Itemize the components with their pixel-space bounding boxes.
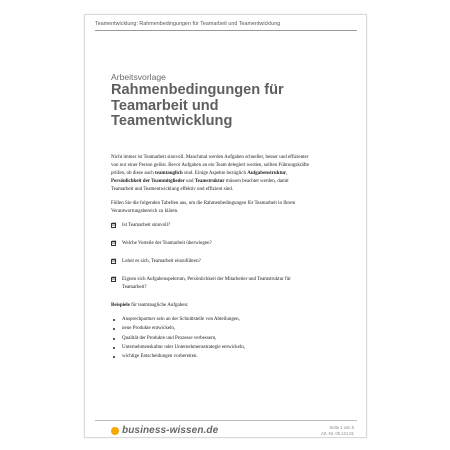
list-item: wichtige Entscheidungen vorbereiten. xyxy=(111,353,311,361)
checklist-item: ☑ Lohnt es sich, Teamarbeit einzuführen? xyxy=(112,258,201,264)
checklist-item: ☑ Ist Teamarbeit sinnvoll? xyxy=(112,222,171,228)
page-info xyxy=(321,425,354,437)
checkbox-icon[interactable]: ☑ xyxy=(112,222,117,228)
checklist-item: ☑ Welche Vorteile der Teamarbeit überwiegen? xyxy=(112,240,212,246)
list-item: Qualität der Produkte und Prozesse verbessern, xyxy=(111,335,311,343)
instruction-paragraph: Füllen Sie die folgenden Tabellen aus, um die Rahmenbedingungen für Teamarbeit in Ihrem Verantwortungsbereich zu klären. xyxy=(111,201,296,214)
checklist xyxy=(111,222,311,292)
article-number: Art.-Nr. 06.121.01 xyxy=(320,431,354,436)
checkbox-icon[interactable]: ☑ xyxy=(112,258,117,264)
running-header: Teamentwicklung: Rahmenbedingungen für Teamarbeit und Teamentwicklung xyxy=(95,21,357,31)
document-body xyxy=(111,154,311,362)
checkbox-icon[interactable]: ☑ xyxy=(112,276,117,282)
footer-divider xyxy=(95,420,357,421)
checklist-item: ☑ Eignen sich Aufgabenspektrum, Persönlichkeit der Mitarbeiter und Teamstruktur für Teamarbeit? xyxy=(112,276,291,290)
document-page xyxy=(84,14,367,438)
brand-dot-icon xyxy=(111,427,119,435)
intro-paragraph: Nicht immer ist Teamarbeit sinnvoll. Manchmal werden Aufgaben schneller, besser und effizienter von nur einer Person gelöst. Bevor Aufgaben an ein Team delegiert werden, sollten Führungskräfte prüfen, ob diese auch teamtauglich sind. Einige Aspekte bezüglich Aufgabenstruktur, Persönlichkeit der Teammitglieder und Teamstruktur müssen beachtet werden, damit Teamarbeit und Teamentwicklung effektiv und effizient sind. xyxy=(111,155,309,192)
list-item: neue Produkte entwickeln, xyxy=(111,325,311,333)
brand-name: business-wissen.de xyxy=(122,425,219,436)
brand-logo xyxy=(111,425,218,436)
list-item: Ansprechpartner sein an der Schnittstelle von Abteilungen, xyxy=(111,316,311,324)
examples-label: Beispiele für teamtaugliche Aufgaben: xyxy=(111,303,189,308)
examples-list xyxy=(111,316,311,361)
document-title: Rahmenbedingungen für Teamarbeit und Teamentwicklung xyxy=(111,82,284,129)
checkbox-icon[interactable]: ☑ xyxy=(112,240,117,246)
list-item: Unternehmenskultur oder Unternehmensstrategie entwickeln, xyxy=(111,344,311,352)
document-subtitle: Arbeitsvorlage xyxy=(111,72,166,82)
page-number: Seite 1 von 5 xyxy=(329,425,354,430)
